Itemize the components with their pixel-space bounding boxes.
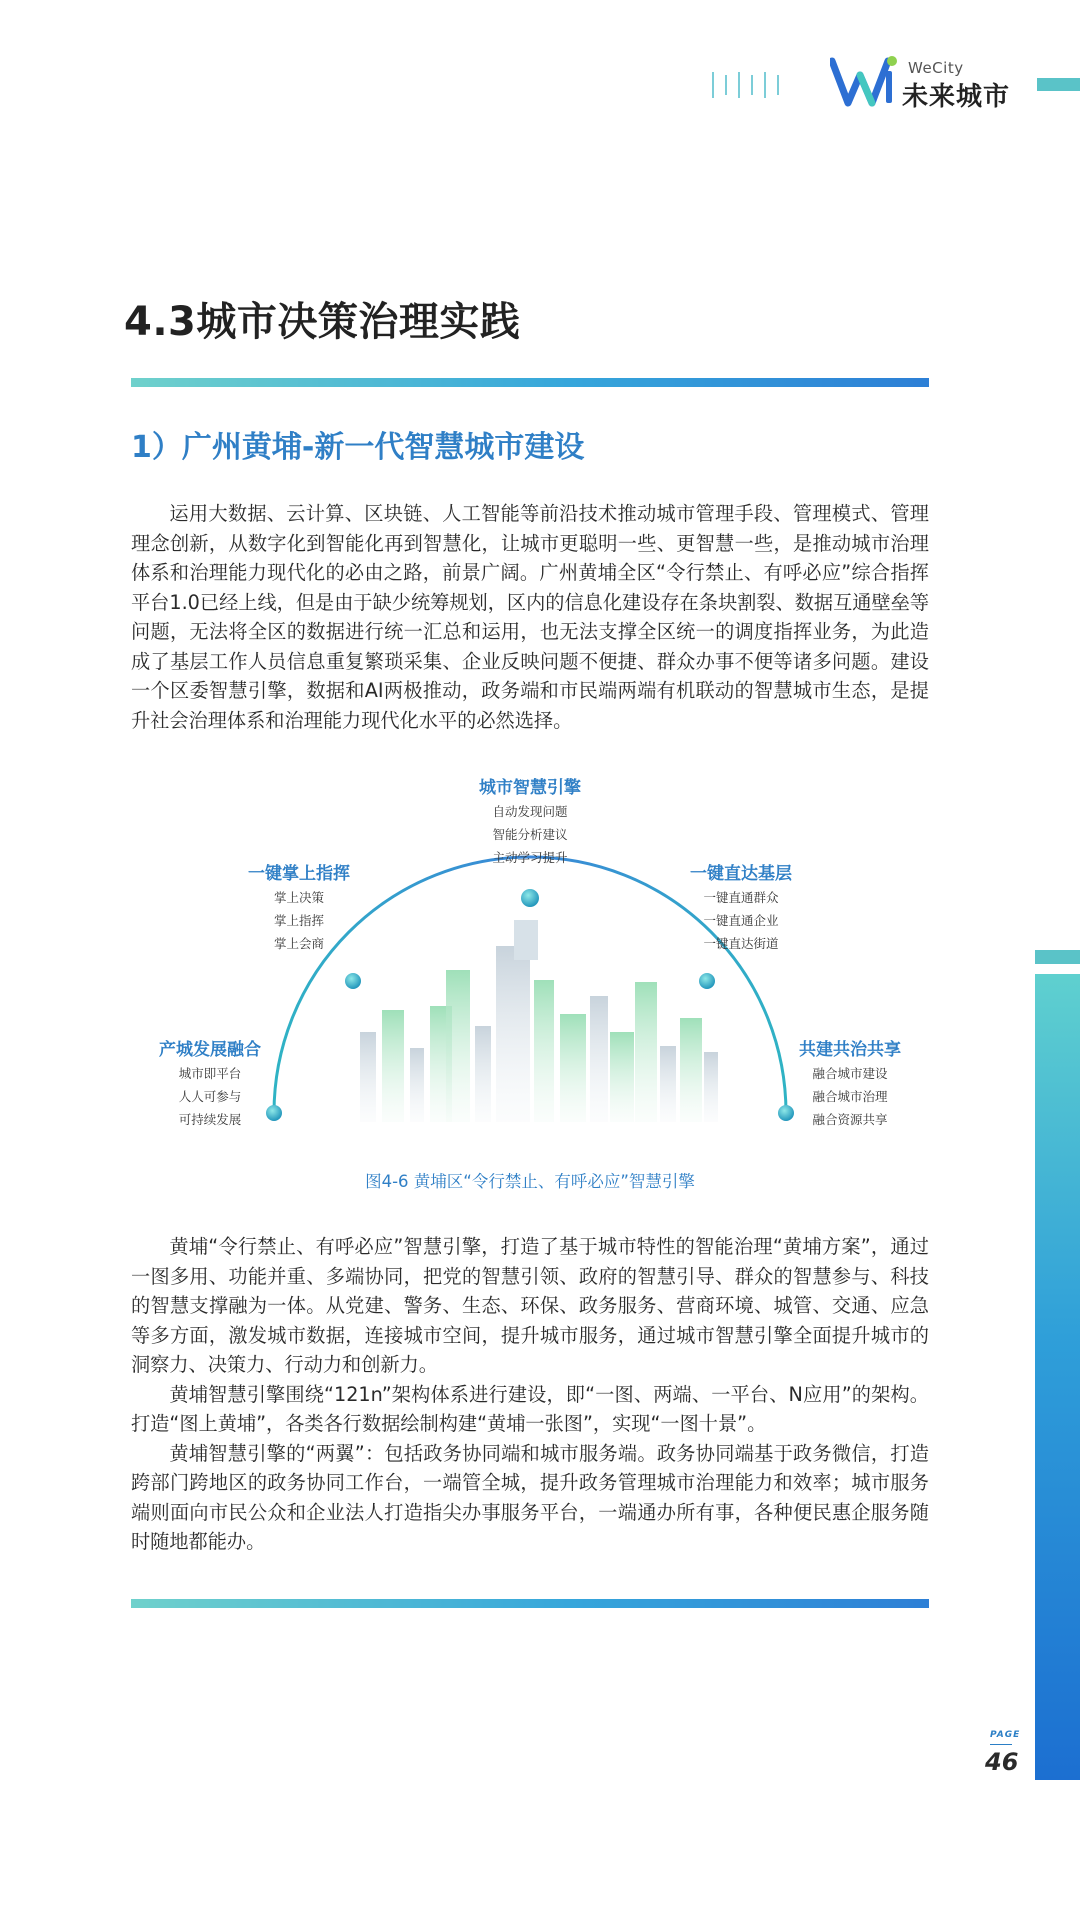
paragraph: 黄埔智慧引擎的“两翼”：包括政务协同端和城市服务端。政务协同端基于政务微信，打造跨部门跨地区的政务协同工作台，一端管全城，提升政务管理城市治理能力和效率；城市服务端则面向市民公众和企业法人打造指尖办事服务平台，一端通办所有事，各种便民惠企服务随时随地都能办。: [131, 1441, 929, 1553]
paragraph: 黄埔“令行禁止、有呼必应”智慧引擎，打造了基于城市特性的智能治理“黄埔方案”，通过一图多用、功能并重、多端协同，把党的智慧引领、政府的智慧引导、群众的智慧参与、科技的智慧支撑融为一体。从党建、警务、生态、环保、政务服务、营商环境、城管、交通、应急等多方面，激发城市数据，连接城市空间，提升城市服务，通过城市智慧引擎全面提升城市的洞察力、决策力、行动力和创新力。: [131, 1235, 929, 1376]
label-item: 人人可参与: [178, 1089, 242, 1104]
header-decoration-bars: [712, 72, 784, 100]
bottom-divider: [131, 1599, 929, 1608]
logo-brand-text: WeCity: [908, 59, 964, 77]
title-divider: [131, 378, 929, 387]
label-title: 共建共治共享: [799, 1040, 901, 1060]
node-dot: [345, 973, 361, 989]
city-skyline: [360, 920, 718, 1122]
side-gradient-bar: [1035, 974, 1080, 1780]
subsection-title: 1）广州黄埔-新一代智慧城市建设: [131, 430, 585, 465]
body-text: [131, 1232, 929, 1557]
label-co-governance: [780, 1038, 920, 1131]
wecity-logo-icon: [830, 55, 902, 109]
label-item: 掌上指挥: [273, 913, 324, 928]
paragraph: 运用大数据、云计算、区块链、人工智能等前沿技术推动城市管理手段、管理模式、管理理念创新，从数字化到智能化再到智慧化，让城市更聪明一些、更智慧一些，是推动城市治理体系和治理能力现代化的必由之路，前景广阔。广州黄埔全区“令行禁止、有呼必应”综合指挥平台1.0已经上线，但是由于缺少统筹规划，区内的信息化建设存在条块割裂、数据互通壁垒等问题，无法将全区的数据进行统一汇总和运用，也无法支撑全区统一的调度指挥业务，为此造成了基层工作人员信息重复繁琐采集、企业反映问题不便捷、群众办事不便等诸多问题。建设一个区委智慧引擎，数据和AI两极推动，政务端和市民端两端有机联动的智慧城市生态，是提升社会治理体系和治理能力现代化水平的必然选择。: [131, 502, 930, 732]
label-item: 融合城市治理: [812, 1089, 888, 1104]
label-title: 一键掌上指挥: [248, 864, 350, 884]
intro-text: [131, 499, 929, 735]
paragraph: 黄埔智慧引擎围绕“121n”架构体系进行建设，即“一图、两端、一平台、N应用”的架构。打造“图上黄埔”，各类各行数据绘制构建“黄埔一张图”，实现“一图十景”。: [131, 1382, 929, 1435]
label-item: 一键直达街道: [703, 936, 779, 951]
label-item: 融合城市建设: [812, 1066, 888, 1081]
page-number: 46: [985, 1748, 1019, 1776]
wecity-logo: [830, 55, 1010, 115]
label-item: 一键直通群众: [703, 890, 779, 905]
label-city-engine: [450, 776, 610, 869]
label-item: 自动发现问题: [492, 804, 568, 819]
side-accent-tab: [1035, 950, 1080, 964]
label-item: 智能分析建议: [492, 827, 568, 842]
engine-diagram: [120, 770, 940, 1210]
label-item: 融合资源共享: [812, 1112, 888, 1127]
label-item: 主动学习提升: [492, 850, 568, 865]
section-title: 4.3城市决策治理实践: [124, 299, 521, 345]
label-item: 掌上决策: [273, 890, 324, 905]
label-item: 一键直通企业: [703, 913, 779, 928]
logo-chinese-text: 未来城市: [902, 82, 1011, 112]
node-dot: [699, 973, 715, 989]
header-accent-tab: [1037, 78, 1080, 91]
label-title: 产城发展融合: [159, 1040, 261, 1060]
label-item: 城市即平台: [178, 1066, 242, 1081]
label-industry-city: [140, 1038, 280, 1131]
figure-caption: 图4-6 黄埔区“令行禁止、有呼必应”智慧引擎: [365, 1172, 695, 1191]
label-palm-command: [234, 862, 364, 955]
label-title: 一键直达基层: [690, 864, 792, 884]
label-item: 掌上会商: [273, 936, 324, 951]
page-label-underline: [990, 1744, 1012, 1745]
label-direct-grassroots: [676, 862, 806, 955]
page-label: PAGE: [990, 1730, 1021, 1740]
label-title: 城市智慧引擎: [479, 778, 581, 798]
label-item: 可持续发展: [178, 1112, 242, 1127]
node-dot: [521, 889, 539, 907]
